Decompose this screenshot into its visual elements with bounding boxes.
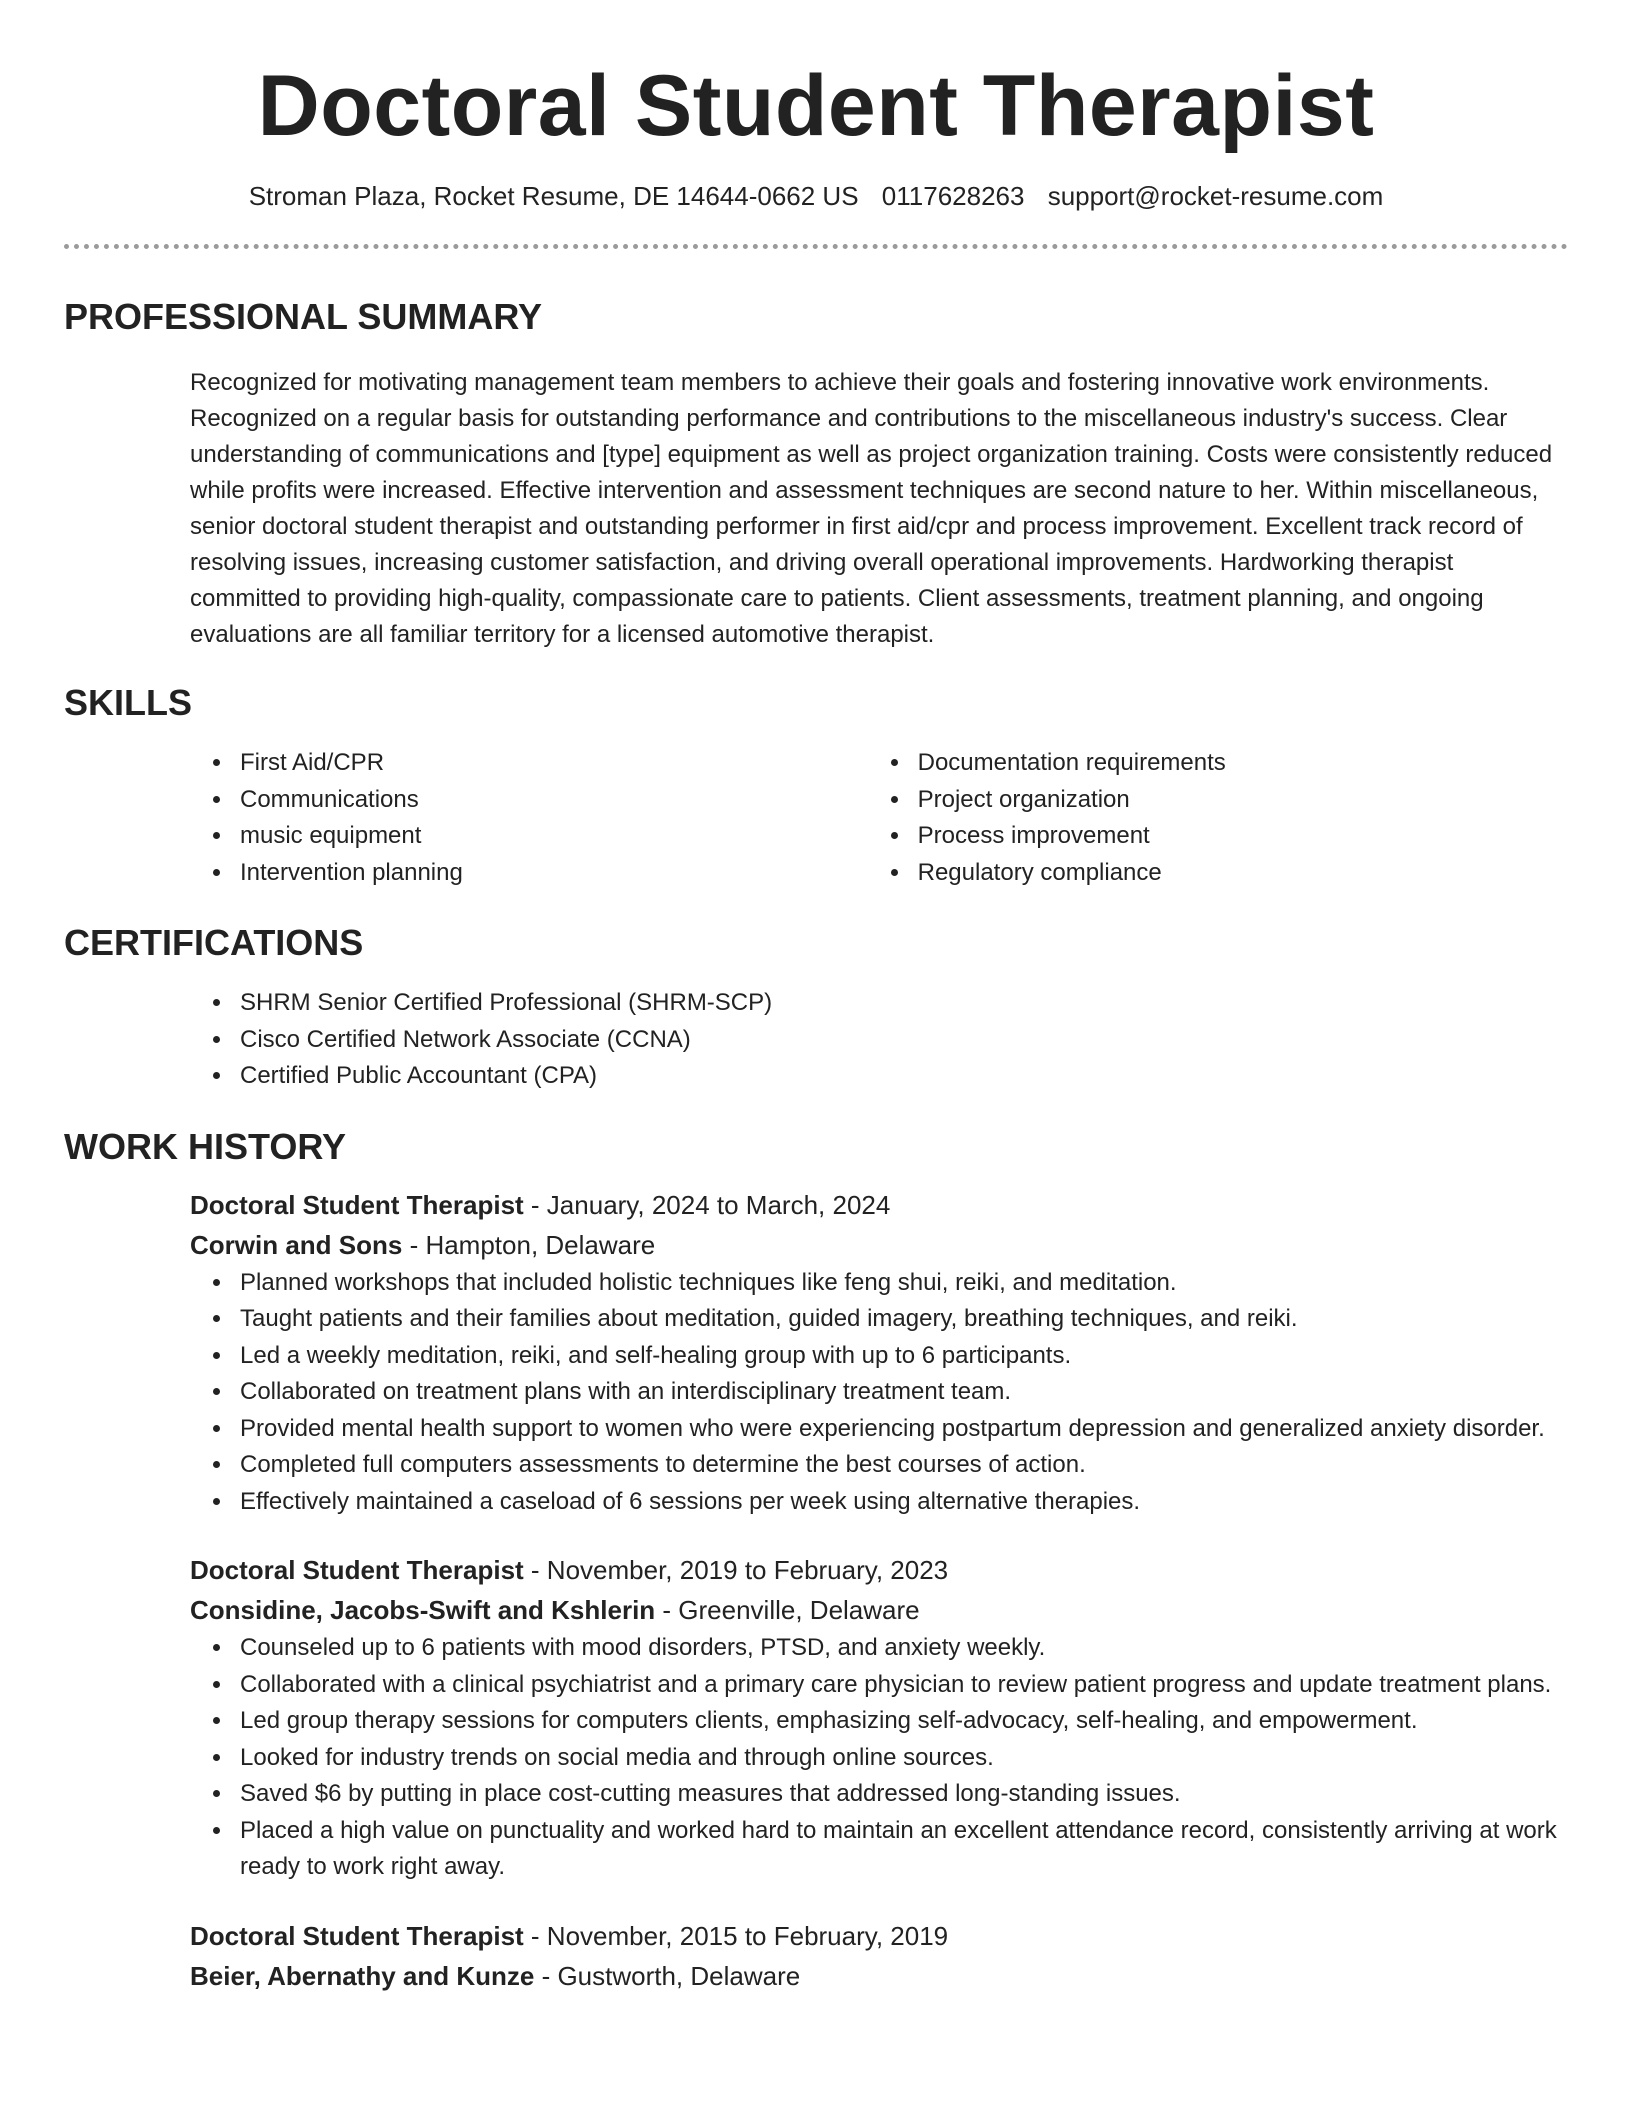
job-title-line [190, 1185, 1568, 1225]
job-bullet: • Taught patients and their families about meditation, guided imagery, breathing techniques, and reiki. [234, 1301, 1568, 1338]
candidate-name: Doctoral Student Therapist [257, 58, 1375, 154]
job-bullet: • Collaborated with a clinical psychiatrist and a primary care physician to review patient progress and update treatment plans. [234, 1667, 1568, 1704]
job-bullet: • Effectively maintained a caseload of 6 sessions per week using alternative therapies. [234, 1484, 1568, 1521]
skills-columns [64, 745, 1568, 891]
resume-page [64, 0, 1568, 1996]
skill-item: • Communications [234, 782, 872, 819]
contact-phone: 0117628263 [881, 181, 1025, 211]
skill-item: • First Aid/CPR [234, 745, 872, 782]
skill-item: • Documentation requirements [912, 745, 1568, 782]
job-location: - Gustworth, Delaware [534, 1960, 801, 1991]
job-bullet: • Saved $6 by putting in place cost-cutting measures that addressed long-standing issues. [234, 1776, 1568, 1813]
header-divider [64, 244, 1568, 249]
job-bullet: • Led a weekly meditation, reiki, and self-healing group with up to 6 participants. [234, 1338, 1568, 1375]
skill-item: • Intervention planning [234, 855, 872, 892]
job-location: - Greenville, Delaware [655, 1595, 920, 1625]
certifications-title: CERTIFICATIONS [64, 922, 364, 963]
skills-list-right [872, 745, 1568, 891]
certification-item: • Cisco Certified Network Associate (CCNA) [234, 1022, 1568, 1059]
job-entry [64, 1550, 1568, 1886]
skills-section [64, 681, 1568, 891]
job-company-line [190, 1956, 1568, 1996]
skills-list-left [64, 745, 872, 891]
job-bullets [64, 1630, 1568, 1886]
job-title-line [190, 1550, 1568, 1590]
job-dates: - November, 2015 to February, 2019 [523, 1920, 949, 1951]
job-bullet: • Led group therapy sessions for computers clients, emphasizing self-advocacy, self-healing, and empowerment. [234, 1703, 1568, 1740]
job-company: Beier, Abernathy and Kunze [190, 1960, 535, 1991]
summary-title: PROFESSIONAL SUMMARY [64, 296, 543, 337]
skill-item: • music equipment [234, 818, 872, 855]
summary-section [64, 295, 1568, 653]
job-bullet: • Planned workshops that included holistic techniques like feng shui, reiki, and meditation. [234, 1265, 1568, 1302]
job-role: Doctoral Student Therapist [190, 1920, 524, 1951]
job-bullet: • Collaborated on treatment plans with an interdisciplinary treatment team. [234, 1374, 1568, 1411]
job-entry [64, 1185, 1568, 1521]
job-dates: - November, 2019 to February, 2023 [523, 1555, 949, 1585]
certification-item: • Certified Public Accountant (CPA) [234, 1058, 1568, 1095]
skill-item: • Process improvement [912, 818, 1568, 855]
certifications-section [64, 921, 1568, 1095]
job-location: - Hampton, Delaware [402, 1229, 656, 1260]
job-company-line [190, 1225, 1568, 1265]
job-bullet: • Provided mental health support to women who were experiencing postpartum depression and generalized anxiety disorder. [234, 1411, 1568, 1448]
job-entry [64, 1916, 1568, 1996]
skill-item: • Regulatory compliance [912, 855, 1568, 892]
job-company: Corwin and Sons [190, 1229, 403, 1260]
contact-address: Stroman Plaza, Rocket Resume, DE 14644-0662 US [248, 181, 859, 211]
job-title-line [190, 1916, 1568, 1956]
contact-email[interactable]: support@rocket-resume.com [1047, 181, 1384, 211]
skill-item: • Project organization [912, 782, 1568, 819]
job-bullet: • Looked for industry trends on social media and through online sources. [234, 1740, 1568, 1777]
job-company-line [190, 1590, 1568, 1630]
contact-line [64, 178, 1568, 214]
job-bullets [64, 1265, 1568, 1521]
job-bullet: • Counseled up to 6 patients with mood disorders, PTSD, and anxiety weekly. [234, 1630, 1568, 1667]
job-bullet: • Completed full computers assessments to determine the best courses of action. [234, 1447, 1568, 1484]
job-company: Considine, Jacobs-Swift and Kshlerin [190, 1595, 656, 1625]
work-history-title: WORK HISTORY [64, 1125, 347, 1167]
work-history-section [64, 1125, 1568, 1996]
job-dates: - January, 2024 to March, 2024 [523, 1189, 891, 1220]
job-role: Doctoral Student Therapist [190, 1189, 524, 1220]
certifications-list [64, 985, 1568, 1095]
summary-text: Recognized for motivating management team members to achieve their goals and fostering innovative work environments. Recognized on a regular basis for outstanding performance and contributions to the miscellaneous industry's success. Clear understanding of communications and [type] equipment as well as project organization training. Costs were consistently reduced while profits were increased. Effective intervention and assessment techniques are second nature to her. Within miscellaneous, senior doctoral student therapist and outstanding performer in first aid/cpr and process improvement. Excellent track record of resolving issues, increasing customer satisfaction, and driving overall operational improvements. Hardworking therapist committed to providing high-quality, compassionate care to patients. Client assessments, treatment planning, and ongoing evaluations are all familiar territory for a licensed automotive therapist. [190, 369, 1553, 648]
job-role: Doctoral Student Therapist [190, 1555, 524, 1585]
job-bullet: • Placed a high value on punctuality and worked hard to maintain an excellent attendance record, consistently arriving at work ready to work right away. [234, 1813, 1568, 1886]
certification-item: • SHRM Senior Certified Professional (SHRM-SCP) [234, 985, 1568, 1022]
skills-title: SKILLS [64, 682, 193, 723]
